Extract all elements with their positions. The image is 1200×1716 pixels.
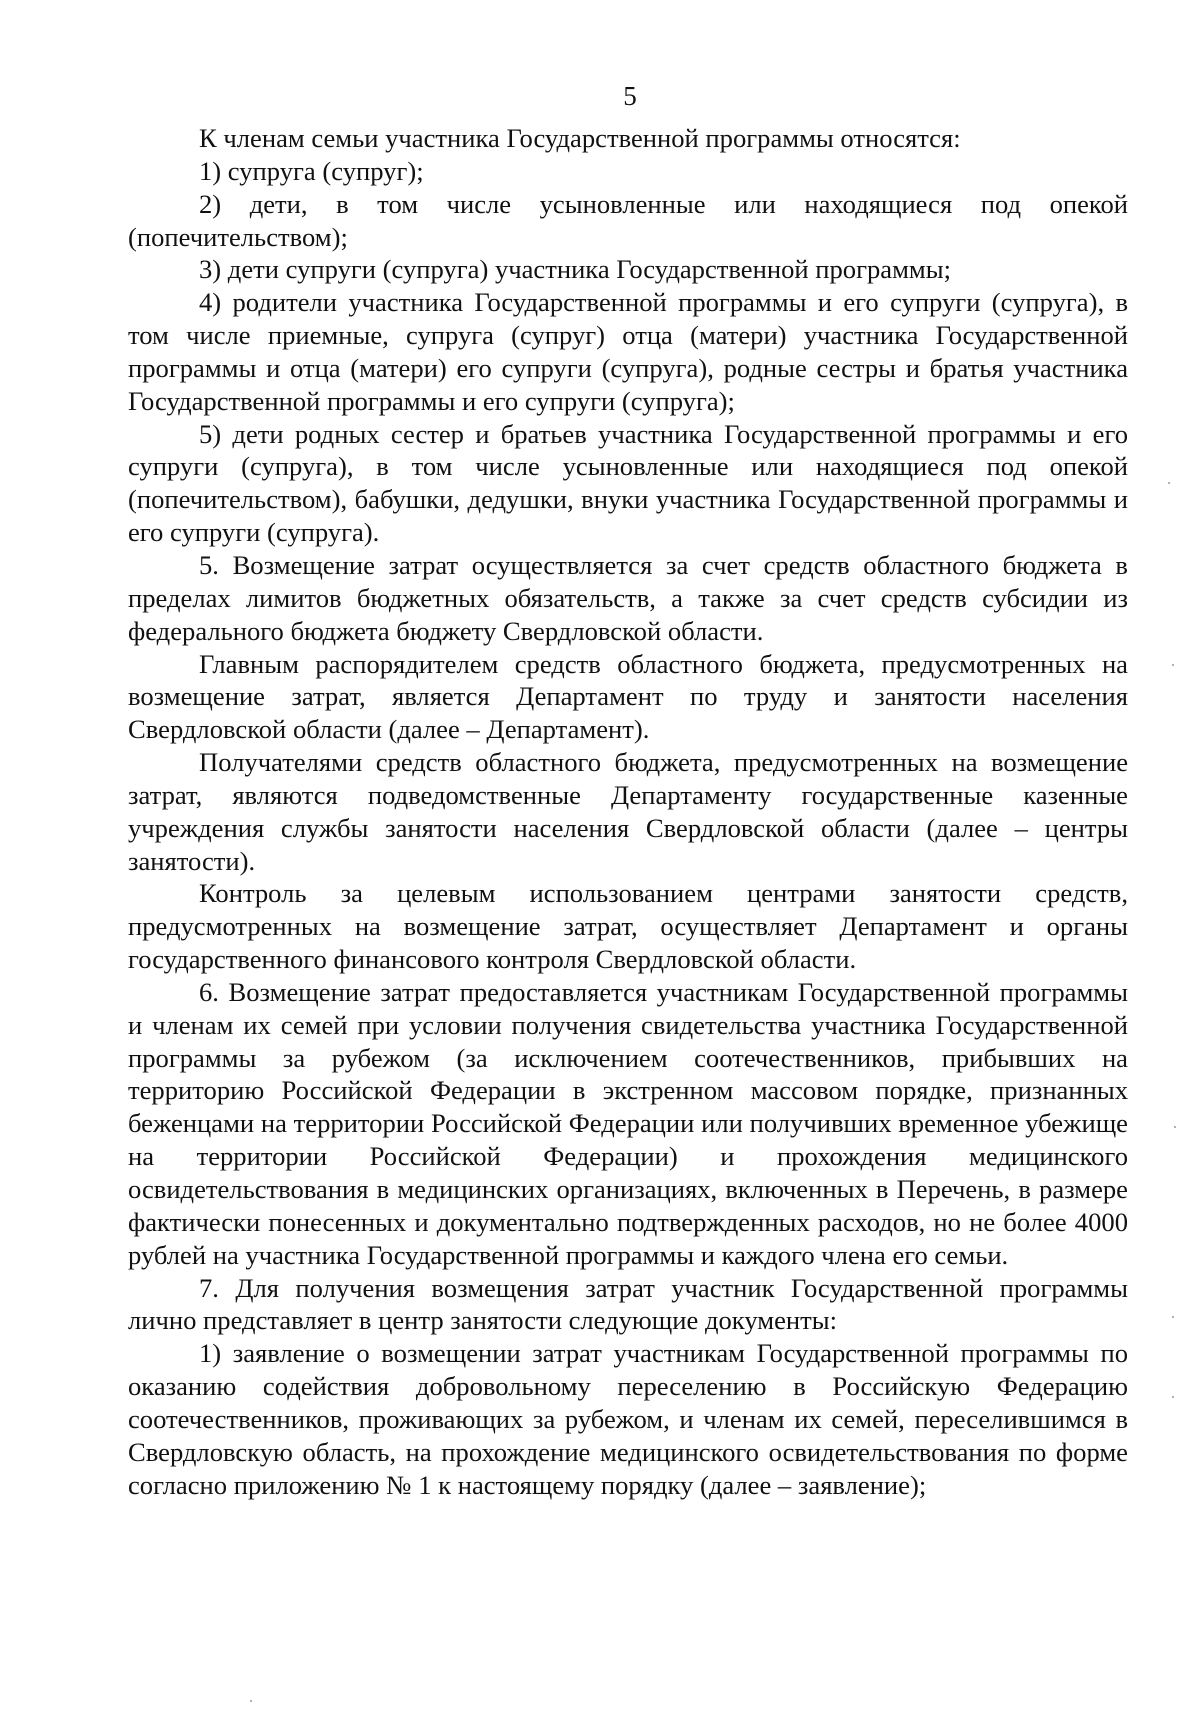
scan-speck: [1168, 482, 1170, 484]
list-item-relatives: 5) дети родных сестер и братьев участника Государственной программы и его супруги (супруга), в том числе усыновленные или находящиеся под опекой (попечительством), бабушки, дедушки, внуки участника Государственной программы и его супруги (супруга).: [128, 418, 1128, 548]
list-item-children: 2) дети, в том числе усыновленные или находящиеся под опекой (попечительством);: [128, 188, 1128, 252]
list-item-parents: 4) родители участника Государственной программы и его супруги (супруга), в том числе приемные, супруга (супруг) отца (матери) участника Государственной программы и отца (матери) его супруги (супруга), родные сестры и братья участника Государственной программы и его супруги (супруга);: [128, 287, 1128, 416]
paragraph-section-7: 7. Для получения возмещения затрат участник Государственной программы лично представляет в центр занятости следующие документы:: [128, 1272, 1128, 1336]
scan-speck: [1172, 664, 1174, 666]
scan-speck: [1172, 1396, 1174, 1398]
scan-speck: [1172, 1316, 1174, 1318]
paragraph-section-5: 5. Возмещение затрат осуществляется за счет средств областного бюджета в пределах лимитов бюджетных обязательств, а также за счет средств субсидии из федерального бюджета бюджету Свердловской области.: [128, 549, 1128, 646]
list-item-spouse: 1) супруга (супруг);: [199, 155, 424, 186]
paragraph-control: Контроль за целевым использованием центрами занятости средств, предусмотренных на возмещение затрат, осуществляет Департамент и органы государственного финансового контроля Свердловской области.: [128, 878, 1128, 975]
paragraph-recipients: Получателями средств областного бюджета, предусмотренных на возмещение затрат, являются подведомственные Департаменту государственные казенные учреждения службы занятости населения Свердловской области (далее – центры занятости).: [128, 747, 1128, 876]
paragraph-section-6: 6. Возмещение затрат предоставляется участникам Государственной программы и членам их семей при условии получения свидетельства участника Государственной программы за рубежом (за исключением соотечественников, прибывших на территорию Российской Федерации в экстренном массовом порядке, признанных беженцами на территории Российской Федерации или получивших временное убежище на территории Российской Федерации) и прохождения медицинского освидетельствования в медицинских организациях, включенных в Перечень, в размере фактически понесенных и документально подтвержденных расходов, но не более 4000 рублей на участника Государственной программы и каждого члена его семьи.: [128, 976, 1128, 1270]
document-body: [128, 122, 1128, 1501]
scan-speck: [1174, 1126, 1176, 1128]
list-item-application: 1) заявление о возмещении затрат участникам Государственной программы по оказанию содействия добровольному переселению в Российскую Федерацию соотечественников, проживающих за рубежом, и членам их семей, переселившимся в Свердловскую область, на прохождение медицинского освидетельствования по форме согласно приложению № 1 к настоящему порядку (далее – заявление);: [128, 1338, 1128, 1500]
page-number: 5: [623, 81, 637, 111]
list-item-spouse-children: 3) дети супруги (супруга) участника Государственной программы;: [199, 254, 951, 285]
paragraph-family-members-intro: К членам семьи участника Государственной программы относятся:: [199, 123, 961, 153]
scan-speck: [250, 1700, 252, 1702]
paragraph-main-administrator: Главным распорядителем средств областного бюджета, предусмотренных на возмещение затрат, является Департамент по труду и занятости населения Свердловской области (далее – Департамент).: [128, 648, 1128, 745]
